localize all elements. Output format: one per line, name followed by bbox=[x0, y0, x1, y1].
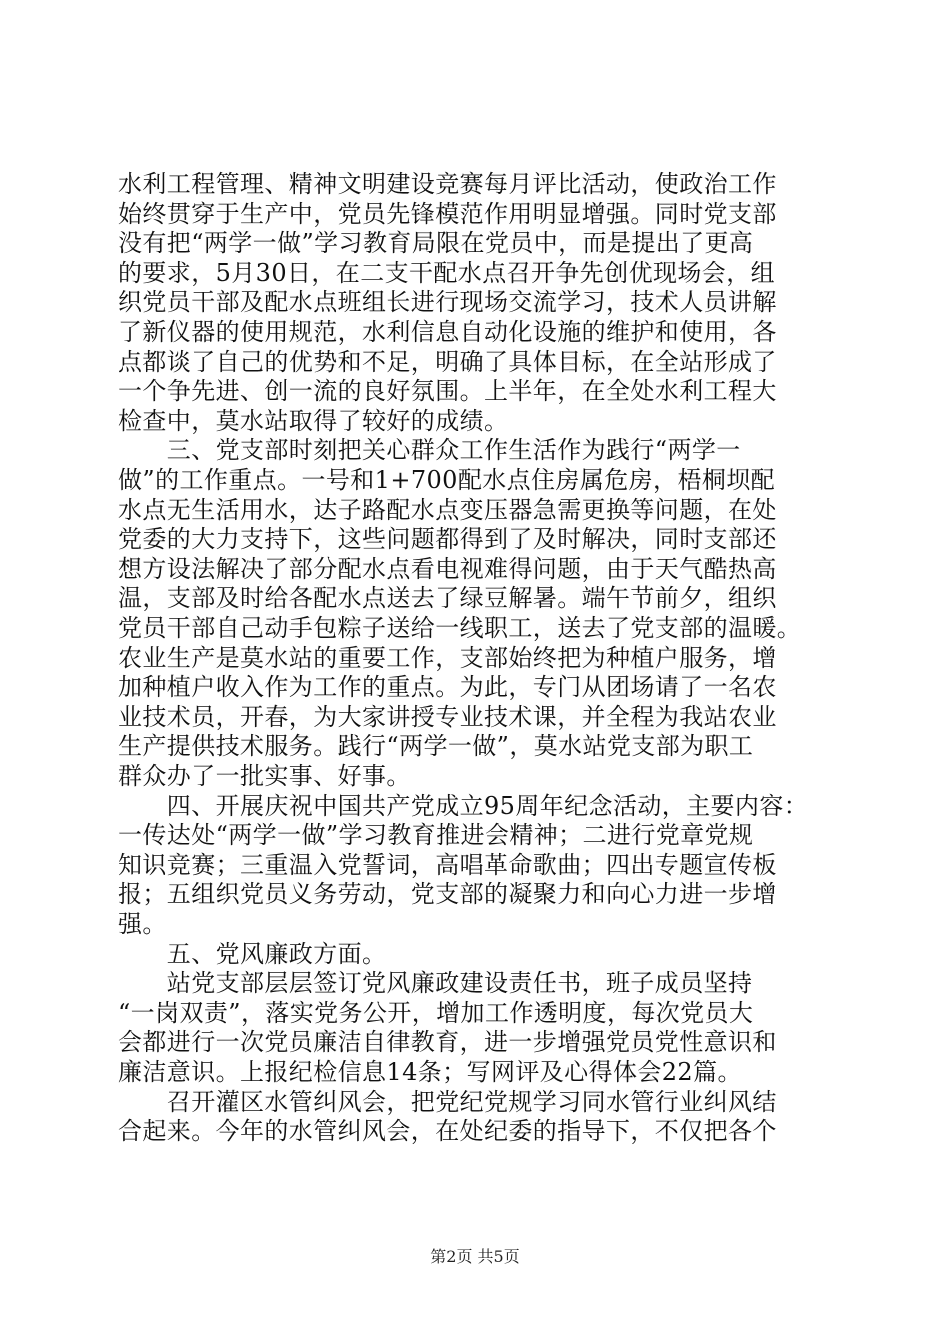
body-text-line: 党员干部自己动手包粽子送给一线职工，送去了党支部的温暖。 bbox=[118, 614, 802, 642]
body-text-line: 水利工程管理、精神文明建设竞赛每月评比活动，使政治工作 bbox=[118, 170, 777, 198]
body-text-line: 合起来。今年的水管纠风会，在处纪委的指导下，不仅把各个 bbox=[118, 1117, 777, 1146]
body-text-line: 想方设法解决了部分配水点看电视难得问题，由于天气酷热高 bbox=[118, 554, 777, 583]
body-text-line: 检查中，莫水站取得了较好的成绩。 bbox=[118, 406, 509, 435]
body-text-line: 生产提供技术服务。践行“两学一做”，莫水站党支部为职工 bbox=[118, 732, 754, 761]
body-text-line: 了新仪器的使用规范，水利信息自动化设施的维护和使用，各 bbox=[118, 318, 777, 346]
body-text-line: 没有把“两学一做”学习教育局限在党员中，而是提出了更高 bbox=[118, 229, 754, 258]
body-text-line: 农业生产是莫水站的重要工作，支部始终把为种植户服务，增 bbox=[118, 643, 777, 672]
page-number-footer: 第2页 共5页 bbox=[430, 1247, 520, 1266]
section-four-heading-line: 四、开展庆祝中国共产党成立95周年纪念活动，主要内容： bbox=[118, 791, 809, 820]
body-text-line: 召开灌区水管纠风会，把党纪党规学习同水管行业纠风结 bbox=[118, 1087, 777, 1116]
body-text-line: 站党支部层层签订党风廉政建设责任书，班子成员坚持 bbox=[118, 969, 753, 998]
body-text-line: 党委的大力支持下，这些问题都得到了及时解决，同时支部还 bbox=[118, 525, 777, 554]
body-text-line: 一个争先进、创一流的良好氛围。上半年，在全处水利工程大 bbox=[118, 377, 777, 406]
section-five-heading-line: 五、党风廉政方面。 bbox=[118, 939, 387, 968]
body-text-line: 群众办了一批实事、好事。 bbox=[118, 762, 411, 790]
section-three-heading-line: 三、党支部时刻把关心群众工作生活作为践行“两学一 bbox=[118, 436, 741, 465]
body-text-line: 一传达处“两学一做”学习教育推进会精神；二进行党章党规 bbox=[118, 821, 754, 850]
body-text-line: 加种植户收入作为工作的重点。为此，专门从团场请了一名农 bbox=[118, 673, 777, 702]
body-text-line: 始终贯穿于生产中，党员先锋模范作用明显增强。同时党支部 bbox=[118, 199, 777, 228]
body-text-line: 织党员干部及配水点班组长进行现场交流学习，技术人员讲解 bbox=[118, 288, 777, 317]
body-text-line: 业技术员，开春，为大家讲授专业技术课，并全程为我站农业 bbox=[118, 702, 777, 731]
body-text-line: 做”的工作重点。一号和1+700配水点住房属危房，梧桐坝配 bbox=[118, 466, 776, 494]
body-text-line: 强。 bbox=[118, 910, 167, 938]
body-text-line: 知识竞赛；三重温入党誓词，高唱革命歌曲；四出专题宣传板 bbox=[118, 850, 777, 879]
body-text-line: 温，支部及时给各配水点送去了绿豆解暑。端午节前夕，组织 bbox=[118, 584, 777, 613]
body-text-line: 水点无生活用水，达子路配水点变压器急需更换等问题，在处 bbox=[118, 495, 777, 524]
body-text-line: 点都谈了自己的优势和不足，明确了具体目标，在全站形成了 bbox=[118, 347, 777, 376]
body-text-line: 会都进行一次党员廉洁自律教育，进一步增强党员党性意识和 bbox=[118, 1028, 777, 1057]
body-text-line: 廉洁意识。上报纪检信息14条；写网评及心得体会22篇。 bbox=[118, 1058, 742, 1086]
body-text-line: 的要求，5月30日，在二支干配水点召开争先创优现场会，组 bbox=[118, 258, 776, 287]
body-text-line: 报；五组织党员义务劳动，党支部的凝聚力和向心力进一步增 bbox=[118, 880, 777, 909]
body-text-line: “一岗双责”，落实党务公开，增加工作透明度，每次党员大 bbox=[118, 998, 754, 1027]
